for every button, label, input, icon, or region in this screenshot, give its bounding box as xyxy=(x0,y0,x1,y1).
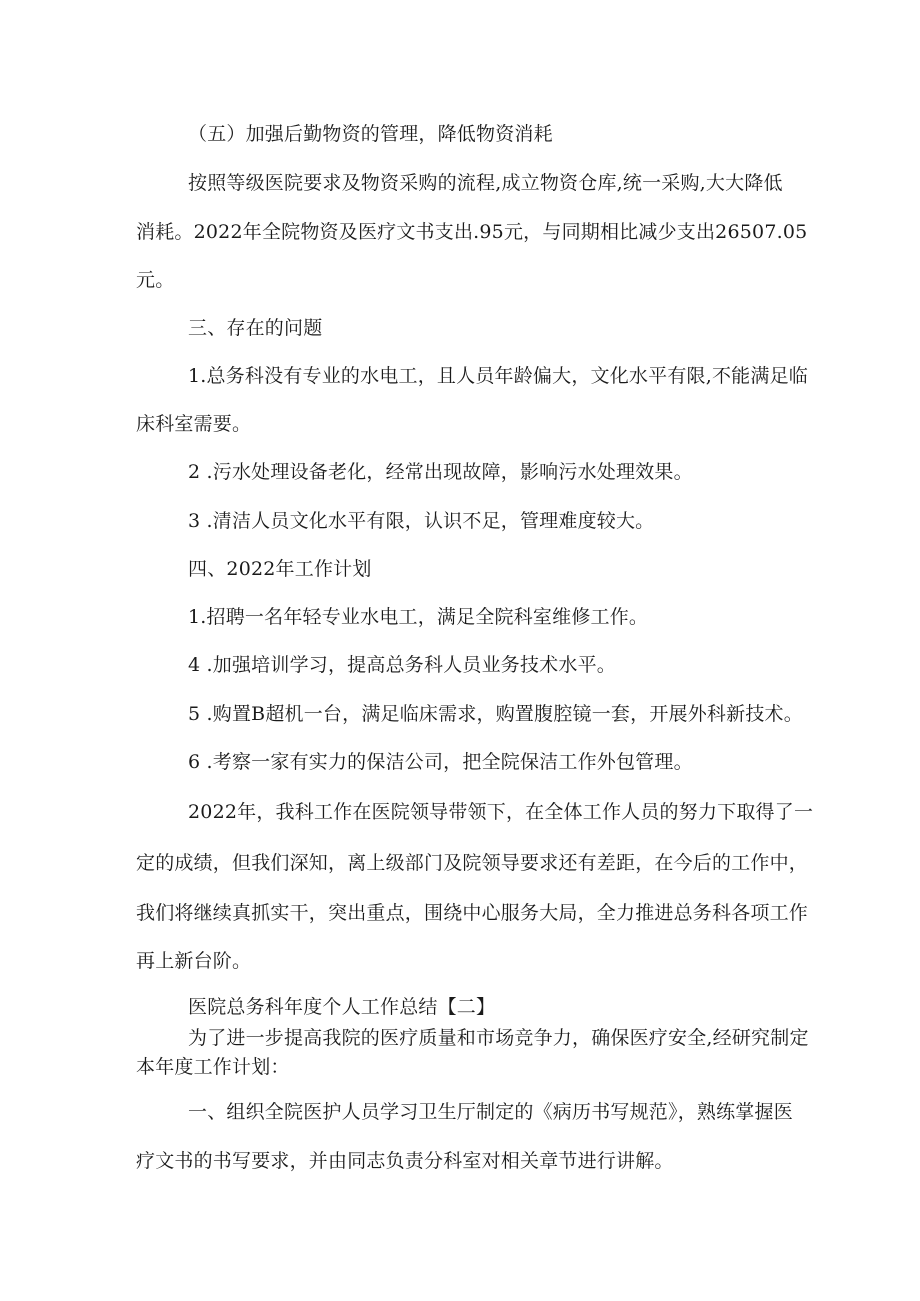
list-item: 床科室需要。 xyxy=(136,413,252,435)
conclusion-line: 我们将继续真抓实干，突出重点，围绕中心服务大局，全力推进总务科各项工作 xyxy=(136,902,809,924)
section-heading-plan: 四、2022年工作计划 xyxy=(188,558,372,580)
paragraph-line: 消耗。2022年全院物资及医疗文书支出.95元，与同期相比减少支出26507.05 xyxy=(136,221,808,243)
list-item: 5 .购置B超机一台，满足临床需求，购置腹腔镜一套，开展外科新技术。 xyxy=(188,703,803,725)
part-two-item-line: 疗文书的书写要求，并由同志负责分科室对相关章节进行讲解。 xyxy=(136,1150,674,1172)
section-heading-logistics: （五）加强后勤物资的管理，降低物资消耗 xyxy=(188,123,553,145)
list-item: 4 .加强培训学习，提高总务科人员业务技术水平。 xyxy=(188,654,616,676)
conclusion-line: 再上新台阶。 xyxy=(136,950,252,972)
conclusion-line: 2022年，我科工作在医院领导带领下，在全体工作人员的努力下取得了一 xyxy=(188,801,814,823)
conclusion-line: 定的成绩，但我们深知，离上级部门及院领导要求还有差距，在今后的工作中， xyxy=(136,852,809,874)
part-two-intro-line: 本年度工作计划： xyxy=(136,1056,290,1078)
list-item: 2 .污水处理设备老化，经常出现故障，影响污水处理效果。 xyxy=(188,461,693,483)
paragraph-line: 元。 xyxy=(136,269,175,291)
section-heading-problems: 三、存在的问题 xyxy=(188,317,323,339)
list-item: 6 .考察一家有实力的保洁公司，把全院保洁工作外包管理。 xyxy=(188,751,693,773)
list-item: 1.总务科没有专业的水电工，且人员年龄偏大，文化水平有限,不能满足临 xyxy=(188,365,808,387)
part-two-intro-line: 为了进一步提高我院的医疗质量和市场竞争力，确保医疗安全,经研究制定 xyxy=(188,1027,809,1049)
paragraph-line: 按照等级医院要求及物资采购的流程,成立物资仓库,统一采购,大大降低 xyxy=(188,172,783,194)
part-two-title: 医院总务科年度个人工作总结【二】 xyxy=(188,996,496,1018)
part-two-item-line: 一、组织全院医护人员学习卫生厅制定的《病历书写规范》，熟练掌握医 xyxy=(188,1101,793,1123)
list-item: 1.招聘一名年轻专业水电工，满足全院科室维修工作。 xyxy=(188,606,649,628)
list-item: 3 .清洁人员文化水平有限，认识不足，管理难度较大。 xyxy=(188,510,655,532)
